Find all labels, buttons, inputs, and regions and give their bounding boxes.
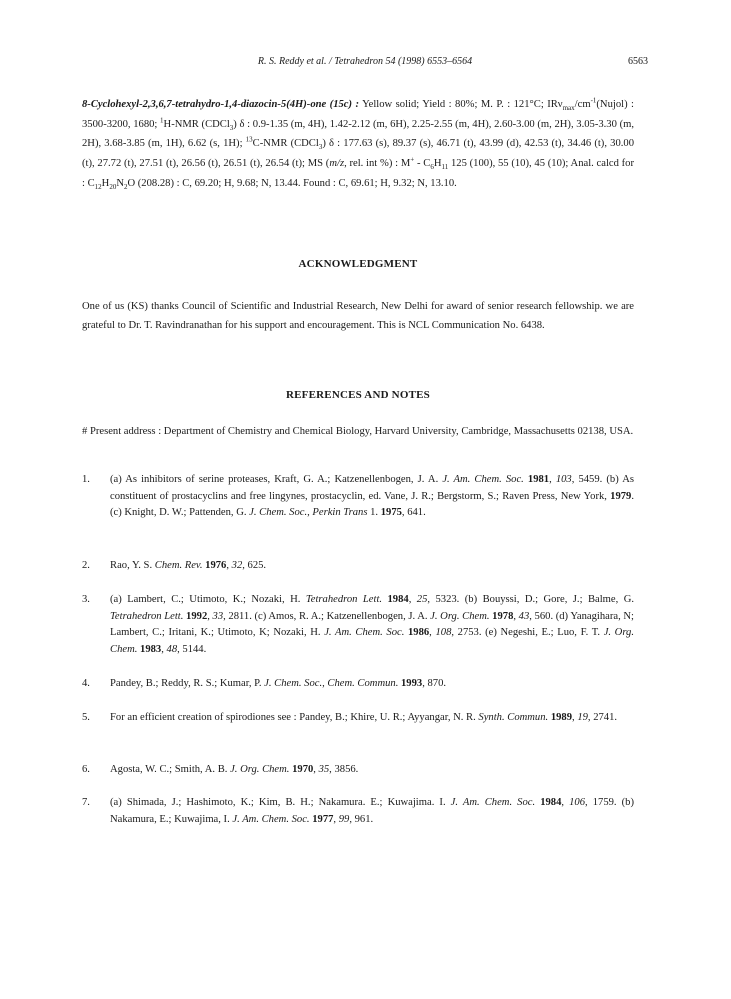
reference-text: , 5144. [177, 643, 207, 655]
reference-text: , 2811. (c) Amos, R. A.; Katzenellenbogen, J. A. [223, 610, 431, 622]
reference-year: 1975 [380, 507, 402, 519]
references-heading: REFERENCES AND NOTES [286, 389, 430, 401]
reference-text: , 560. (d) Yanagihara, N; Lambert, C.; Iritani, K.; Utimoto, K; Nozaki, H. [110, 610, 634, 639]
journal-name: J. Org. Chem. [430, 610, 490, 622]
compound-text: H [101, 177, 110, 189]
reference-year: 1986 [407, 627, 430, 639]
reference-item: 7. (a) Shimada, J.; Hashimoto, K.; Kim, B. H.; Nakamura. E.; Kuwajima. I. J. Am. Chem. Soc. 1984, 106, 1759. (b) Nakamura, E.; Kuwajima, I. J. Am. Chem. Soc. 1977, 99, 961. [82, 797, 634, 825]
page-number: 6563 [628, 56, 648, 67]
compound-sub: max [562, 104, 575, 113]
reference-volume: 43 [518, 610, 530, 622]
reference-item: 1. (a) As inhibitors of serine proteases, Kraft, G. A.; Katzenellenbogen, J. A. J. Am. Chem. Soc. 1981, 103, 5459. (b) As constituent of prostacyclins and free lingynes, prostacyclin, ed. Vane, J. R.; Bergstorm, S.; Raven Press, New York, 1979. (c) Knight, D. W.; Pattenden, G. J. Chem. Soc., Perkin Trans 1. 1975, 641. [82, 474, 634, 519]
reference-year: 1977 [312, 813, 334, 825]
reference-year: 1984 [387, 594, 409, 605]
reference-year: 1981 [527, 474, 550, 485]
journal-name: J. Chem. Soc., Perkin Trans [249, 507, 368, 519]
reference-text: , 870. [422, 678, 447, 689]
reference-text: Pandey, B.; Reddy, R. S.; Kumar, P. [110, 678, 265, 689]
compound-text: Yellow solid; Yield : 80%; M. P. : 121°C; IRν [359, 99, 563, 110]
reference-text: (a) Shimada, J.; Hashimoto, K.; Kim, B. H.; Nakamura. E.; Kuwajima. I. [110, 797, 451, 808]
reference-volume: 19 [577, 712, 588, 723]
compound-text: H [433, 158, 442, 170]
reference-text: , 2753. (e) Negeshi, E.; Luo, F. T. [451, 627, 604, 639]
reference-volume: 108 [435, 627, 452, 639]
journal-name: J. Org. Chem. [230, 764, 290, 775]
reference-volume: 33 [212, 610, 224, 622]
reference-text: , 3856. [329, 764, 359, 775]
reference-text: . (c) Knight, D. W.; Pattenden, G. [110, 490, 634, 519]
journal-name: Tetrahedron Lett. [305, 594, 383, 605]
present-address-note: # Present address : Department of Chemistry and Chemical Biology, Harvard University, Cambridge, Massachusetts 02138, USA. [82, 426, 634, 437]
compound-sub: 12 [94, 182, 102, 191]
reference-volume: 48 [166, 643, 178, 655]
reference-text: , 5459. (b) As constituent of prostacyclins and free lingynes, prostacyclin, ed. Vane, J. R.; Bergstorm, S.; Raven Press, New York, [110, 474, 634, 502]
reference-text: , 2741. [587, 712, 618, 723]
reference-volume: 106 [569, 797, 586, 808]
compound-text: /cm [574, 99, 591, 110]
journal-name: J. Org. Chem. [110, 627, 635, 655]
reference-volume: 99 [338, 813, 350, 825]
reference-text: Agosta, W. C.; Smith, A. B. [110, 764, 231, 775]
reference-volume: 103 [555, 474, 572, 485]
compound-text: ) δ : 177.63 (s), 89.37 (s), 46.71 (t), 43.99 (d), 42.53 (t), 34.46 (t), 30.00 (t), 27.72 (t), 27.51 (t), 26.56 (t), 26.51 (t), 26.54 (t); MS ( [82, 138, 634, 170]
reference-year: 1984 [540, 797, 562, 808]
reference-year: 1978 [492, 610, 514, 622]
journal-name: J. Am. Chem. Soc. [232, 813, 310, 825]
compound-text: ) δ : 0.9-1.35 (m, 4H), 1.42-2.12 (m, 6H), 2.25-2.55 (m, 4H), 2.60-3.00 (m, 2H), 3.05-3.30 (m, 2H), 3.68-3.85 (m, 1H), 6.62 (s, 1H); [82, 118, 634, 150]
reference-item [82, 676, 634, 693]
reference-year: 1970 [292, 764, 314, 775]
compound-text: (Nujol) : 3500-3200, 1680; [82, 99, 634, 130]
reference-text: Rao, Y. S. [110, 560, 155, 571]
reference-number: 6. [82, 764, 90, 775]
compound-text: 125 (100), 55 (10), 45 (10); Anal. calcd for : C [82, 158, 635, 189]
reference-text: , 1759. (b) Nakamura, E.; Kuwajima, I. [110, 797, 634, 825]
running-header [82, 54, 648, 70]
reference-text: , 5323. (b) Bouyssi, D.; Gore, J.; Balme, G. [427, 594, 635, 605]
reference-number: 1. [82, 474, 90, 485]
reference-item: 2. Rao, Y. S. Chem. Rev. 1976, 32, 625. [82, 558, 634, 575]
reference-text: 1. [367, 507, 381, 519]
compound-sub: 3 [318, 143, 323, 152]
journal-name: J. Am. Chem. Soc. [442, 474, 524, 485]
reference-text: (a) As inhibitors of serine proteases, Kraft, G. A.; Katzenellenbogen, J. A. [110, 474, 443, 485]
compound-text: O (208.28) : C, 69.20; H, 9.68; N, 13.44. Found : C, 69.61; H, 9.32; N, 13.10. [127, 177, 457, 189]
compound-sup: 13 [245, 135, 253, 144]
compound-sup: 1 [160, 116, 164, 125]
compound-name: 8-Cyclohexyl-2,3,6,7-tetrahydro-1,4-diazocin-5(4H)-one (15c) : [82, 99, 359, 110]
compound-sub: 2 [123, 182, 128, 191]
compound-sub: 3 [229, 123, 234, 132]
reference-year: 1979 [610, 490, 632, 502]
reference-number: 5. [82, 712, 90, 723]
compound-sup: -1 [590, 96, 597, 105]
reference-year: 1976 [205, 560, 227, 571]
compound-characterization [82, 95, 634, 194]
reference-number: 7. [82, 797, 90, 808]
reference-text: , 625. [242, 560, 267, 571]
reference-item: 3. (a) Lambert, C.; Utimoto, K.; Nozaki, H. Tetrahedron Lett. 1984, 25, 5323. (b) Bouyssi, D.; Gore, J.; Balme, G. Tetrahedron Lett. 1992, 33, 2811. (c) Amos, R. A.; Katzenellenbogen, J. A. J. Org. Chem. 1978, 43, 560. (d) Yanagihara, N; Lambert, C.; Iritani, K.; Utimoto, K; Nozaki, H. J. Am. Chem. Soc. 1986, 108, 2753. (e) Negeshi, E.; Luo, F. T. J. Org. Chem. 1983, 48, 5144. [82, 594, 635, 655]
reference-text: For an efficient creation of spirodiones see : Pandey, B.; Khire, U. R.; Ayyangar, N. R. [110, 712, 479, 723]
compound-text: , rel. int %) : M [344, 158, 411, 170]
running-head: R. S. Reddy et al. / Tetrahedron 54 (1998) 6553–6564 [257, 56, 473, 67]
acknowledgment-text: One of us (KS) thanks Council of Scientific and Industrial Research, New Delhi for award of senior research fellowship. we are grateful to Dr. T. Ravindranathan for his support and encouragement. This is NCL Communication No. 6438. [82, 301, 634, 332]
reference-volume: 35 [318, 764, 330, 775]
reference-number: 3. [82, 594, 90, 605]
journal-name: Chem. Rev. [154, 560, 203, 571]
compound-text: N [116, 177, 124, 189]
compound-sub: 6 [430, 163, 434, 172]
acknowledgment-heading: ACKNOWLEDGMENT [298, 258, 418, 270]
journal-name: J. Am. Chem. Soc. [324, 627, 405, 639]
journal-name: J. Am. Chem. Soc. [450, 797, 536, 808]
reference-item: 5. For an efficient creation of spirodiones see : Pandey, B.; Khire, U. R.; Ayyangar, N. R. Synth. Commun. 1989, 19, 2741. [82, 710, 634, 727]
compound-text: H-NMR (CDCl [163, 118, 230, 130]
journal-name: Tetrahedron Lett. [110, 610, 184, 622]
journal-name: Synth. Commun. [478, 712, 549, 723]
reference-text: , 641. [401, 507, 426, 519]
reference-text: , 961. [349, 813, 374, 825]
journal-name: J. Chem. Soc., Chem. Commun. [264, 678, 399, 689]
reference-number: 4. [82, 678, 90, 689]
reference-text: (a) Lambert, C.; Utimoto, K.; Nozaki, H. [110, 594, 306, 605]
reference-year: 1992 [186, 610, 208, 622]
compound-text: - C [414, 158, 431, 170]
compound-sup: + [410, 155, 415, 164]
reference-volume: 32 [231, 560, 243, 571]
reference-year: 1989 [550, 712, 573, 723]
compound-mz: m/z [329, 158, 345, 170]
reference-item: 6. Agosta, W. C.; Smith, A. B. J. Org. Chem. 1970, 35, 3856. [82, 762, 634, 779]
compound-text: C-NMR (CDCl [252, 138, 319, 150]
reference-volume: 25 [416, 594, 428, 605]
compound-sub: 20 [109, 182, 117, 191]
reference-year: 1993 [401, 678, 423, 689]
reference-year: 1983 [140, 643, 162, 655]
compound-sub: 11 [441, 163, 449, 172]
reference-number: 2. [82, 560, 90, 571]
